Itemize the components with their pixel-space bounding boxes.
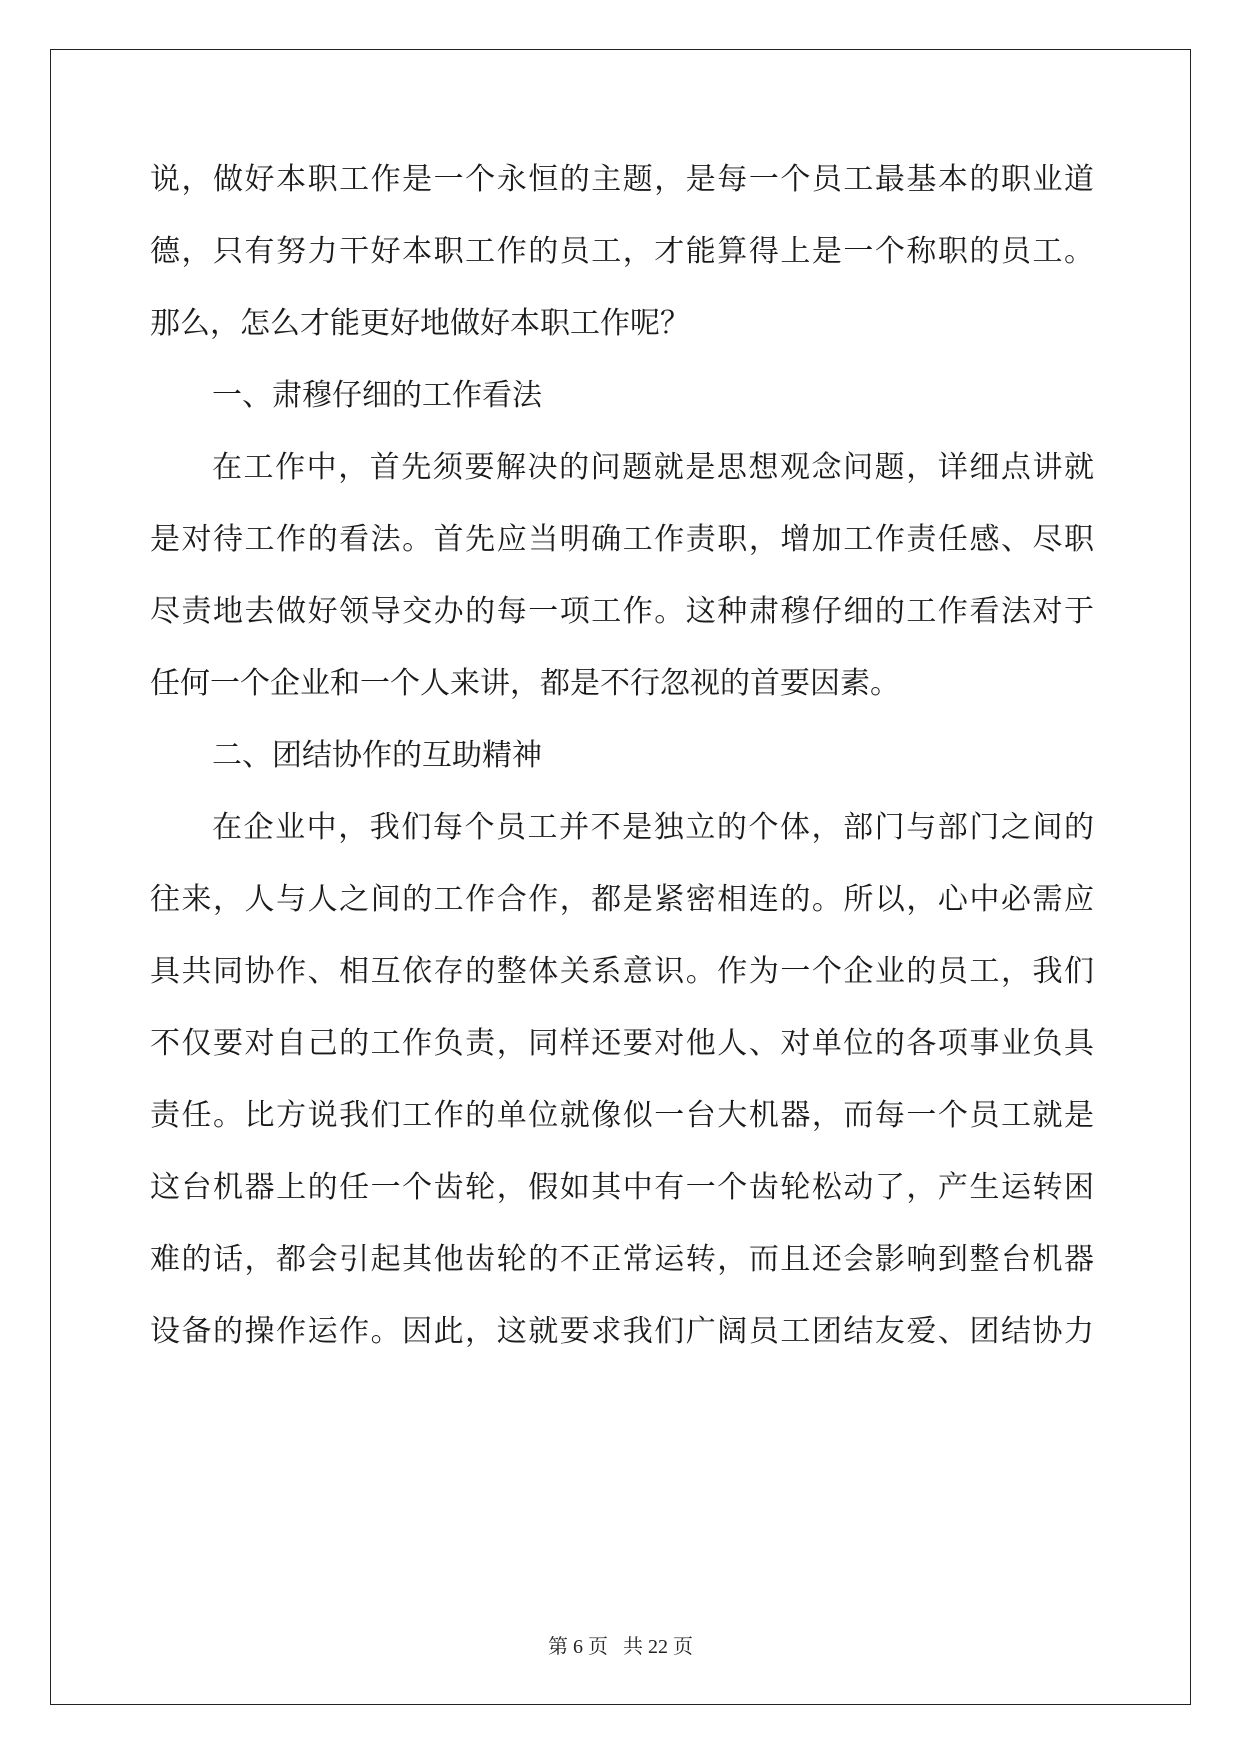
text-line: 具共同协作、相互依存的整体关系意识。作为一个企业的员工，我们 — [150, 954, 1094, 989]
text-line: 说，做好本职工作是一个永恒的主题，是每一个员工最基本的职业道 — [150, 162, 1094, 197]
text-line: 在工作中，首先须要解决的问题就是思想观念问题，详细点讲就 — [212, 450, 1094, 485]
text-line: 难的话，都会引起其他齿轮的不正常运转，而且还会影响到整台机器 — [150, 1242, 1094, 1277]
text-line: 往来，人与人之间的工作合作，都是紧密相连的。所以，心中必需应 — [150, 882, 1094, 917]
text-line: 这台机器上的任一个齿轮，假如其中有一个齿轮松动了，产生运转困 — [150, 1170, 1094, 1205]
text-line: 那么，怎么才能更好地做好本职工作呢？ — [150, 306, 690, 341]
page-number-footer: 第 6 页 共 22 页 — [548, 1636, 693, 1658]
text-line: 尽责地去做好领导交办的每一项工作。这种肃穆仔细的工作看法对于 — [150, 594, 1094, 629]
section-heading: 二、团结协作的互助精神 — [212, 738, 542, 773]
text-line: 任何一个企业和一个人来讲，都是不行忽视的首要因素。 — [150, 666, 900, 701]
text-line: 设备的操作运作。因此，这就要求我们广阔员工团结友爱、团结协力 — [150, 1314, 1094, 1349]
text-line: 责任。比方说我们工作的单位就像似一台大机器，而每一个员工就是 — [150, 1098, 1094, 1133]
section-heading: 一、肃穆仔细的工作看法 — [212, 378, 542, 413]
text-line: 不仅要对自己的工作负责，同样还要对他人、对单位的各项事业负具 — [150, 1026, 1094, 1061]
text-line: 是对待工作的看法。首先应当明确工作责职，增加工作责任感、尽职 — [150, 522, 1094, 557]
text-line: 德，只有努力干好本职工作的员工，才能算得上是一个称职的员工。 — [150, 234, 1094, 269]
text-line: 在企业中，我们每个员工并不是独立的个体，部门与部门之间的 — [212, 810, 1094, 845]
